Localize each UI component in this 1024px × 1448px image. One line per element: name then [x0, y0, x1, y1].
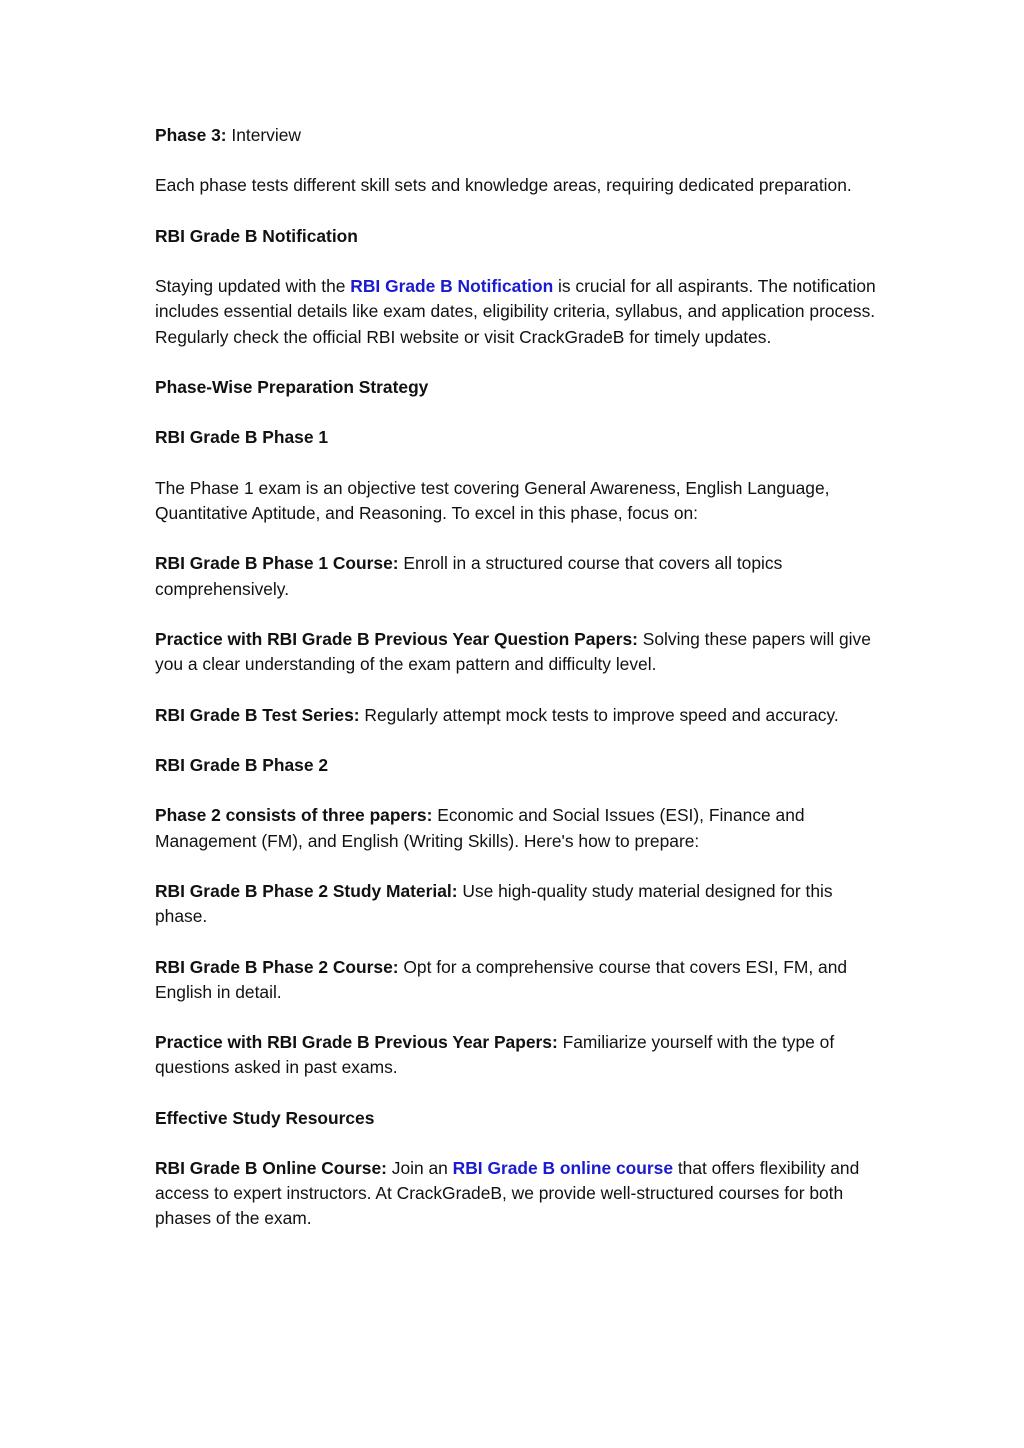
phase2-item-text: Familiarize yourself with the type of questions asked in past exams. — [155, 1032, 835, 1078]
phase1-heading: RBI Grade B Phase 1 — [155, 427, 329, 448]
resources-heading: Effective Study Resources — [155, 1107, 375, 1128]
phase1-item-label: RBI Grade B Test Series: — [155, 704, 360, 725]
phase2-item-papers — [155, 1030, 880, 1080]
document-page — [155, 123, 880, 1257]
phase1-item-text: Enroll in a structured course that covers all topics comprehensively. — [155, 553, 783, 599]
phase1-item-label: RBI Grade B Phase 1 Course: — [155, 553, 399, 574]
phase1-item-text: Solving these papers will give you a clear understanding of the exam pattern and difficulty level. — [155, 628, 871, 675]
notification-after: is crucial for all aspirants. The notification includes essential details like exam dates, eligibility criteria, syllabus, and application process. Regularly check the official RBI website or visit CrackGradeB for timely updates. — [155, 276, 876, 347]
phase2-item-label: RBI Grade B Phase 2 Study Material: — [155, 880, 458, 901]
phase2-intro — [155, 803, 880, 853]
online-course-after: that offers flexibility and access to expert instructors. At CrackGradeB, we provide well-structured courses for both phases of the exam. — [155, 1158, 860, 1229]
phase1-item-label: Practice with RBI Grade B Previous Year Question Papers: — [155, 628, 638, 649]
notification-link[interactable]: RBI Grade B Notification — [350, 276, 554, 297]
phase1-item-course — [155, 551, 880, 601]
notification-paragraph — [155, 274, 880, 350]
phase2-intro-text: Economic and Social Issues (ESI), Finance and Management (FM), and English (Writing Skills). Here's how to prepare: — [155, 805, 805, 851]
phase1-item-test-series — [155, 703, 880, 728]
notification-heading: RBI Grade B Notification — [155, 225, 358, 246]
phase1-item-papers — [155, 627, 880, 677]
phase2-item-course — [155, 955, 880, 1005]
phase2-heading: RBI Grade B Phase 2 — [155, 754, 329, 775]
phase2-item-text: Opt for a comprehensive course that covers ESI, FM, and English in detail. — [155, 956, 848, 1002]
notification-before: Staying updated with the — [155, 276, 351, 297]
phase3-text: Interview — [226, 125, 301, 145]
phase2-item-label: Practice with RBI Grade B Previous Year Papers: — [155, 1032, 558, 1053]
phase2-item-study-material — [155, 879, 880, 929]
online-course-before: Join an — [386, 1158, 453, 1179]
online-course-link[interactable]: RBI Grade B online course — [452, 1158, 674, 1179]
online-course-label: RBI Grade B Online Course: — [155, 1158, 387, 1179]
intro-paragraph: Each phase tests different skill sets and knowledge areas, requiring dedicated preparation. — [155, 175, 852, 196]
phase1-intro: The Phase 1 exam is an objective test covering General Awareness, English Language, Quantitative Aptitude, and Reasoning. To excel in this phase, focus on: — [155, 477, 830, 523]
strategy-heading: Phase-Wise Preparation Strategy — [155, 376, 429, 397]
phase2-item-text: Use high-quality study material designed for this phase. — [155, 880, 833, 927]
phase3-label: Phase 3: — [155, 125, 227, 145]
online-course-paragraph — [155, 1156, 880, 1232]
phase2-item-label: RBI Grade B Phase 2 Course: — [155, 956, 399, 977]
phase3-line — [155, 123, 880, 148]
phase2-intro-label: Phase 2 consists of three papers: — [155, 805, 433, 826]
phase1-item-text: Regularly attempt mock tests to improve speed and accuracy. — [359, 704, 839, 725]
